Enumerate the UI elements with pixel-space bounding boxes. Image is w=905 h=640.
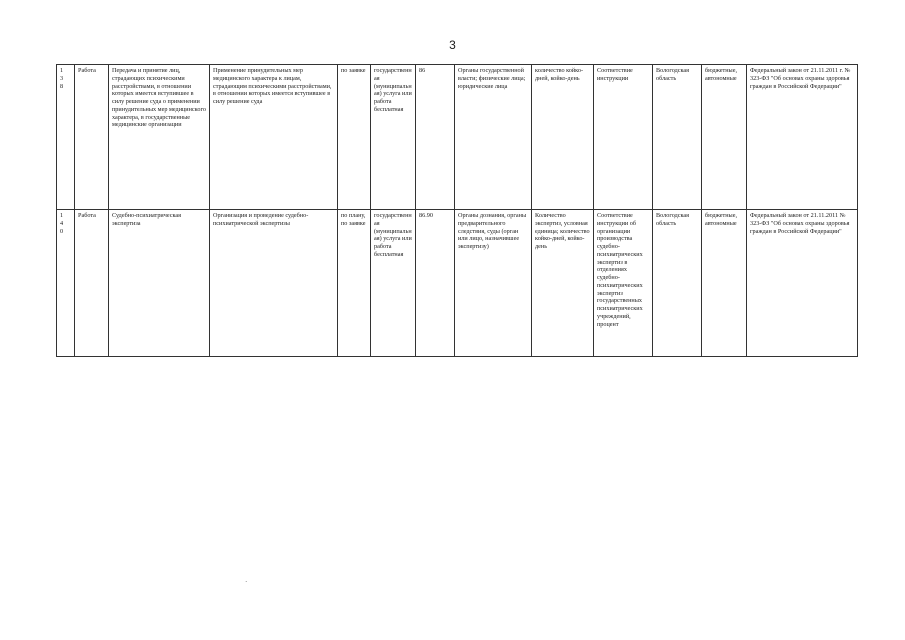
work-type-cell: Работа <box>75 210 109 357</box>
condition-cell: по плану, по заявке <box>338 210 371 357</box>
condition-cell: по заявке <box>338 65 371 210</box>
consumers-cell: Органы государственной власти; физические лица; юридические лица <box>455 65 532 210</box>
work-content-cell: Применение принудительных мер медицинского характера к лицам, страдающим психическими расстройствами, в отношении которых имеется вступившее в силу решение суда <box>210 65 338 210</box>
registry-table <box>56 64 858 357</box>
okved-cell: 86.90 <box>416 210 455 357</box>
table-row <box>57 65 858 210</box>
indicators-cell: количество койко-дней, койко-день <box>532 65 594 210</box>
service-type-cell: государственная (муниципальная) услуга или работа бесплатная <box>371 210 416 357</box>
legal-basis-cell: Федеральный закон от 21.11.2011 № 323-ФЗ "Об основах охраны здоровья граждан в Российской Федерации" <box>747 210 858 357</box>
region-cell: Вологодская область <box>653 65 702 210</box>
institutions-cell: бюджетные, автономные <box>702 210 747 357</box>
table-row <box>57 210 858 357</box>
row-number: 1 4 0 <box>57 210 75 357</box>
region-cell: Вологодская область <box>653 210 702 357</box>
page-number: 3 <box>449 38 456 52</box>
work-type-cell: Работа <box>75 65 109 210</box>
quality-cell: Соответствие инструкции об организации производства судебно-психиатрических экспертиз в отделениях судебно-психиатрических экспертиз государственных психиатрических учреждений, процент <box>594 210 653 357</box>
consumers-cell: Органы дознания, органы предварительного следствия, суды (орган или лицо, назначившее экспертизу) <box>455 210 532 357</box>
indicators-cell: Количество экспертиз, условная единица; количество койко-дней, койко-день <box>532 210 594 357</box>
legal-basis-cell: Федеральный закон от 21.11.2011 г. № 323-ФЗ "Об основах охраны здоровья граждан в Российской Федерации" <box>747 65 858 210</box>
work-name-cell: Передача и принятие лиц, страдающих психическими расстройствами, в отношении которых имеется вступившее в силу решение суда о применении принудительных мер медицинского характера, в государственные медицинские организации <box>109 65 210 210</box>
scan-speck: · <box>245 578 248 586</box>
work-content-cell: Организация и проведение судебно-психиатрической экспертизы <box>210 210 338 357</box>
quality-cell: Соответствие инструкции <box>594 65 653 210</box>
service-type-cell: государственная (муниципальная) услуга или работа бесплатная <box>371 65 416 210</box>
row-number: 1 3 8 <box>57 65 75 210</box>
institutions-cell: бюджетные, автономные <box>702 65 747 210</box>
okved-cell: 86 <box>416 65 455 210</box>
work-name-cell: Судебно-психиатрическая экспертиза <box>109 210 210 357</box>
